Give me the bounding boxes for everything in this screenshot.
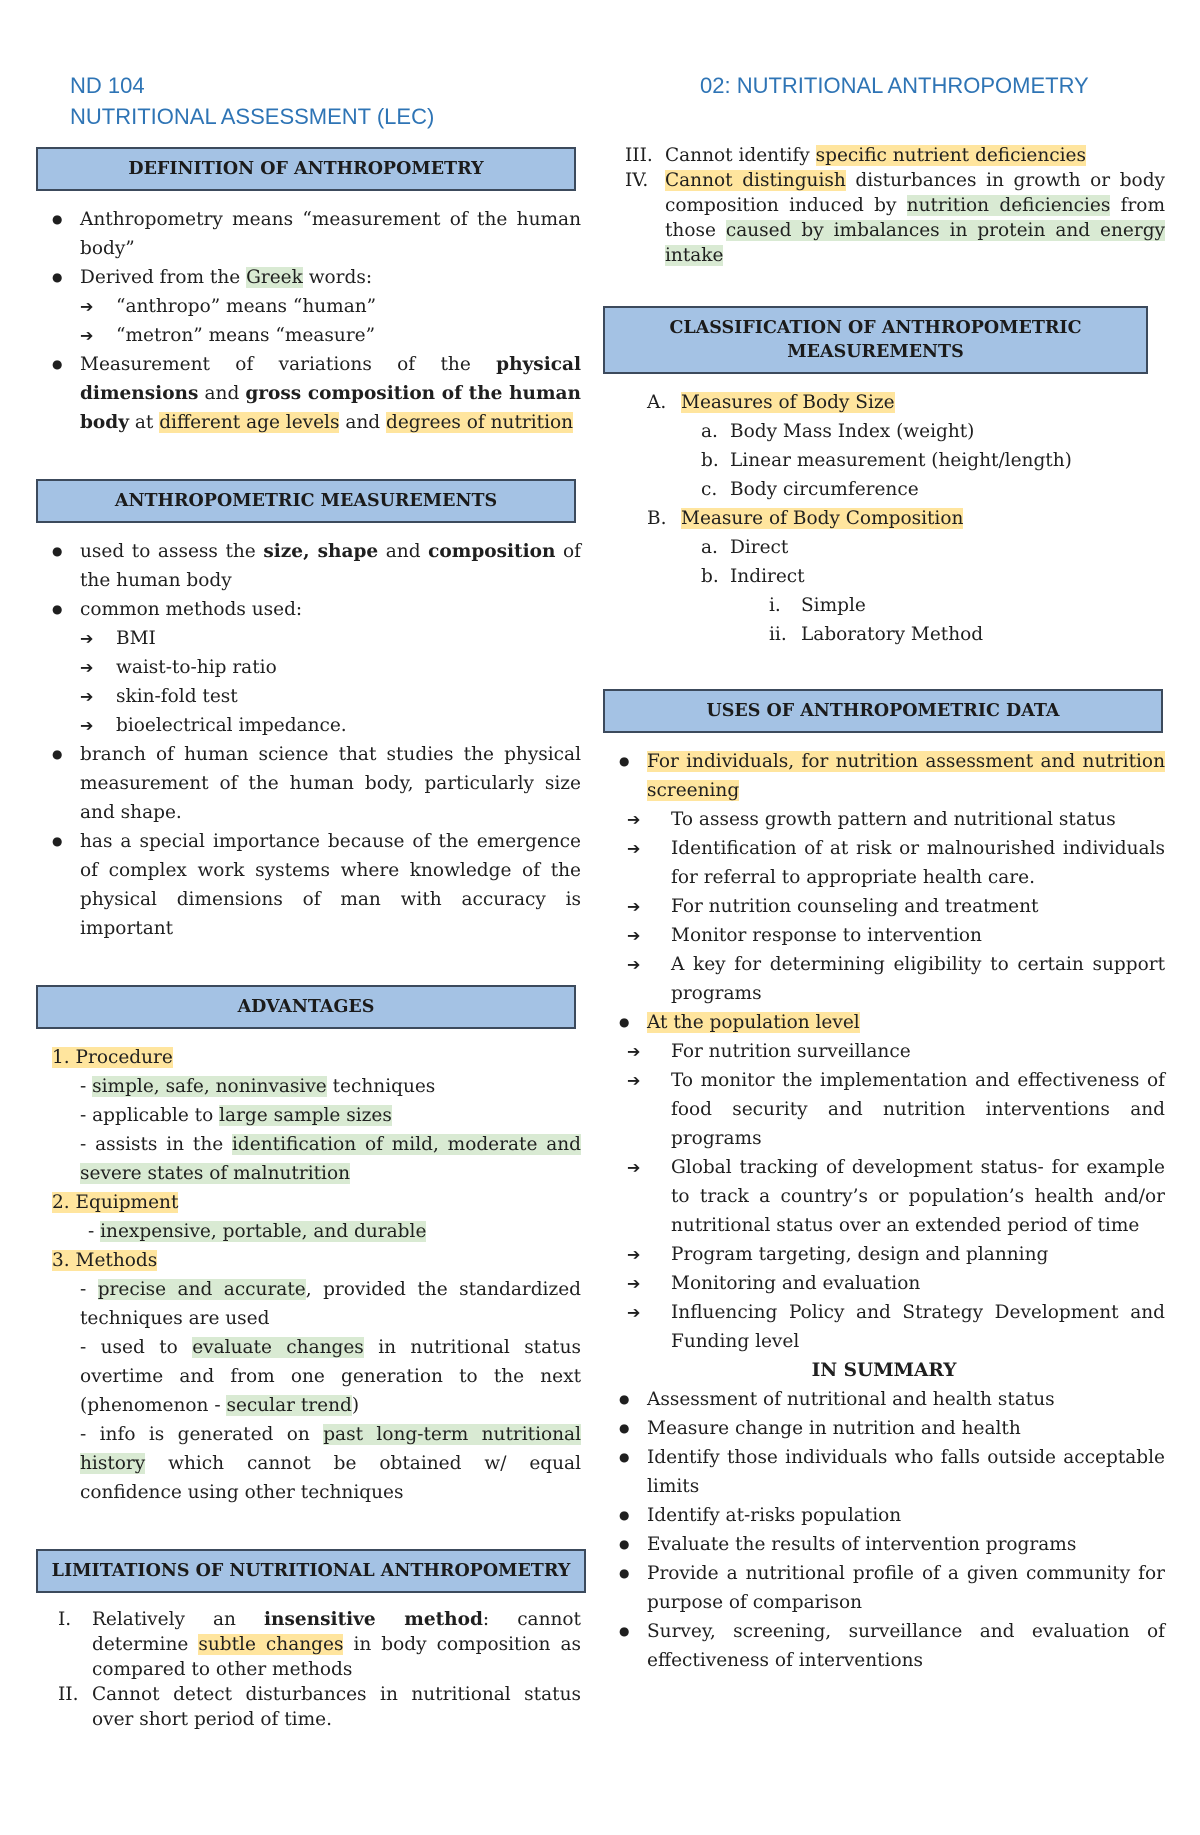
advantage-equipment: 2. Equipment xyxy=(52,1192,179,1213)
method-item: ➔ BMI xyxy=(36,624,581,653)
classification-section xyxy=(603,306,1165,649)
summary-heading: IN SUMMARY xyxy=(811,1360,957,1381)
uses-arrow-item: ➔ To assess growth pattern and nutritional status xyxy=(603,805,1165,834)
summary-item: ● Assessment of nutritional and health status xyxy=(603,1385,1165,1414)
definition-section xyxy=(36,147,581,437)
advantage-line: - assists in the identification of mild, moderate and severe states of malnutrition xyxy=(80,1134,581,1184)
method-item: ➔ bioelectrical impedance. xyxy=(36,711,581,740)
measurements-heading: ANTHROPOMETRIC MEASUREMENTS xyxy=(36,479,576,523)
method-item: ➔ waist-to-hip ratio xyxy=(36,653,581,682)
classification-sub-item: a. Body Mass Index (weight) xyxy=(701,421,975,442)
advantage-line: - applicable to large sample sizes xyxy=(80,1105,392,1126)
summary-item: ● Survey, screening, surveillance and evaluation of effectiveness of interventions xyxy=(603,1617,1165,1675)
summary-item: ● Identify at-risks population xyxy=(603,1501,1165,1530)
measurements-bullet: ● has a special importance because of the emergence of complex work systems where knowledge of the physical dimensions of man with accuracy is important xyxy=(36,827,581,943)
uses-arrow-item: ➔ For nutrition surveillance xyxy=(603,1037,1165,1066)
uses-bullet: ● At the population level xyxy=(603,1008,1165,1037)
limitations-heading: LIMITATIONS OF NUTRITIONAL ANTHROPOMETRY xyxy=(36,1549,586,1593)
classification-sub-item: a. Direct xyxy=(701,537,789,558)
limitations-continued xyxy=(603,143,1165,268)
measurements-bullet: ● branch of human science that studies the physical measurement of the human body, particularly size and shape. xyxy=(36,740,581,827)
uses-arrow-item: ➔ Monitoring and evaluation xyxy=(603,1269,1165,1298)
classification-b: B. Measure of Body Composition xyxy=(647,508,964,529)
uses-arrow-item: ➔ Identification of at risk or malnourished individuals for referral to appropriate health care. xyxy=(603,834,1165,892)
course-title: NUTRITIONAL ASSESSMENT (LEC) xyxy=(70,104,435,129)
module-title: 02: NUTRITIONAL ANTHROPOMETRY xyxy=(700,73,1089,98)
classification-a: A. Measures of Body Size xyxy=(647,392,895,413)
definition-heading: DEFINITION OF ANTHROPOMETRY xyxy=(36,147,576,191)
course-code: ND 104 xyxy=(70,73,145,98)
uses-arrow-item: ➔ Influencing Policy and Strategy Development and Funding level xyxy=(603,1298,1165,1356)
limitation-item: III. Cannot identify specific nutrient deficiencies xyxy=(625,145,1086,166)
classification-subsub-item: i. Simple xyxy=(769,595,866,616)
advantage-line: - simple, safe, noninvasive techniques xyxy=(80,1076,436,1097)
advantage-methods: 3. Methods xyxy=(52,1250,158,1271)
uses-arrow-item: ➔ Monitor response to intervention xyxy=(603,921,1165,950)
limitation-item: IV. Cannot distinguish disturbances in growth or body composition induced by nutrition deficiencies from those caused by imbalances in protein and energy intake xyxy=(625,170,1165,266)
advantages-heading: ADVANTAGES xyxy=(36,985,576,1029)
classification-sub-item: c. Body circumference xyxy=(701,479,919,500)
limitation-item: II. Cannot detect disturbances in nutritional status over short period of time. xyxy=(58,1684,581,1730)
uses-section xyxy=(603,689,1165,1675)
advantage-line: - used to evaluate changes in nutritional status overtime and from one generation to the next (phenomenon - secular trend) xyxy=(80,1337,581,1416)
definition-bullet: ● Anthropometry means “measurement of the human body” xyxy=(36,205,581,263)
definition-arrow-item: ➔ “anthropo” means “human” xyxy=(36,292,581,321)
measurements-section xyxy=(36,479,581,943)
measurements-bullet: ● common methods used: xyxy=(36,595,581,624)
advantage-line: - precise and accurate, provided the standardized techniques are used xyxy=(80,1279,581,1329)
uses-arrow-item: ➔ Program targeting, design and planning xyxy=(603,1240,1165,1269)
uses-arrow-item: ➔ To monitor the implementation and effectiveness of food security and nutrition interventions and programs xyxy=(603,1066,1165,1153)
classification-sub-item: b. Linear measurement (height/length) xyxy=(701,450,1072,471)
advantage-procedure: 1. Procedure xyxy=(52,1047,173,1068)
definition-bullet: ● Derived from the Greek words: xyxy=(36,263,581,292)
uses-arrow-item: ➔ Global tracking of development status- for example to track a country’s or population’s health and/or nutritional status over an extended period of time xyxy=(603,1153,1165,1240)
classification-subsub-item: ii. Laboratory Method xyxy=(769,624,984,645)
classification-heading: CLASSIFICATION OF ANTHROPOMETRIC MEASUREMENTS xyxy=(603,306,1148,374)
limitations-section xyxy=(36,1549,581,1732)
advantages-section xyxy=(36,985,581,1507)
left-column xyxy=(36,147,581,1732)
uses-heading: USES OF ANTHROPOMETRIC DATA xyxy=(603,689,1163,733)
uses-bullet: ● For individuals, for nutrition assessment and nutrition screening xyxy=(603,747,1165,805)
advantage-line: - info is generated on past long-term nutritional history which cannot be obtained w/ equal confidence using other techniques xyxy=(80,1424,581,1503)
right-column xyxy=(603,143,1165,1675)
limitation-item: I. Relatively an insensitive method: cannot determine subtle changes in body composition as compared to other methods xyxy=(58,1609,581,1680)
classification-sub-item: b. Indirect xyxy=(701,566,805,587)
uses-arrow-item: ➔ A key for determining eligibility to certain support programs xyxy=(603,950,1165,1008)
advantage-line: - inexpensive, portable, and durable xyxy=(88,1221,427,1242)
measurements-bullet: ● used to assess the size, shape and composition of the human body xyxy=(36,537,581,595)
summary-item: ● Identify those individuals who falls outside acceptable limits xyxy=(603,1443,1165,1501)
summary-item: ● Provide a nutritional profile of a given community for purpose of comparison xyxy=(603,1559,1165,1617)
method-item: ➔ skin-fold test xyxy=(36,682,581,711)
summary-item: ● Evaluate the results of intervention programs xyxy=(603,1530,1165,1559)
summary-item: ● Measure change in nutrition and health xyxy=(603,1414,1165,1443)
definition-arrow-item: ➔ “metron” means “measure” xyxy=(36,321,581,350)
definition-bullet: ● Measurement of variations of the physical dimensions and gross composition of the human body at different age levels and degrees of nutrition xyxy=(36,350,581,437)
uses-arrow-item: ➔ For nutrition counseling and treatment xyxy=(603,892,1165,921)
